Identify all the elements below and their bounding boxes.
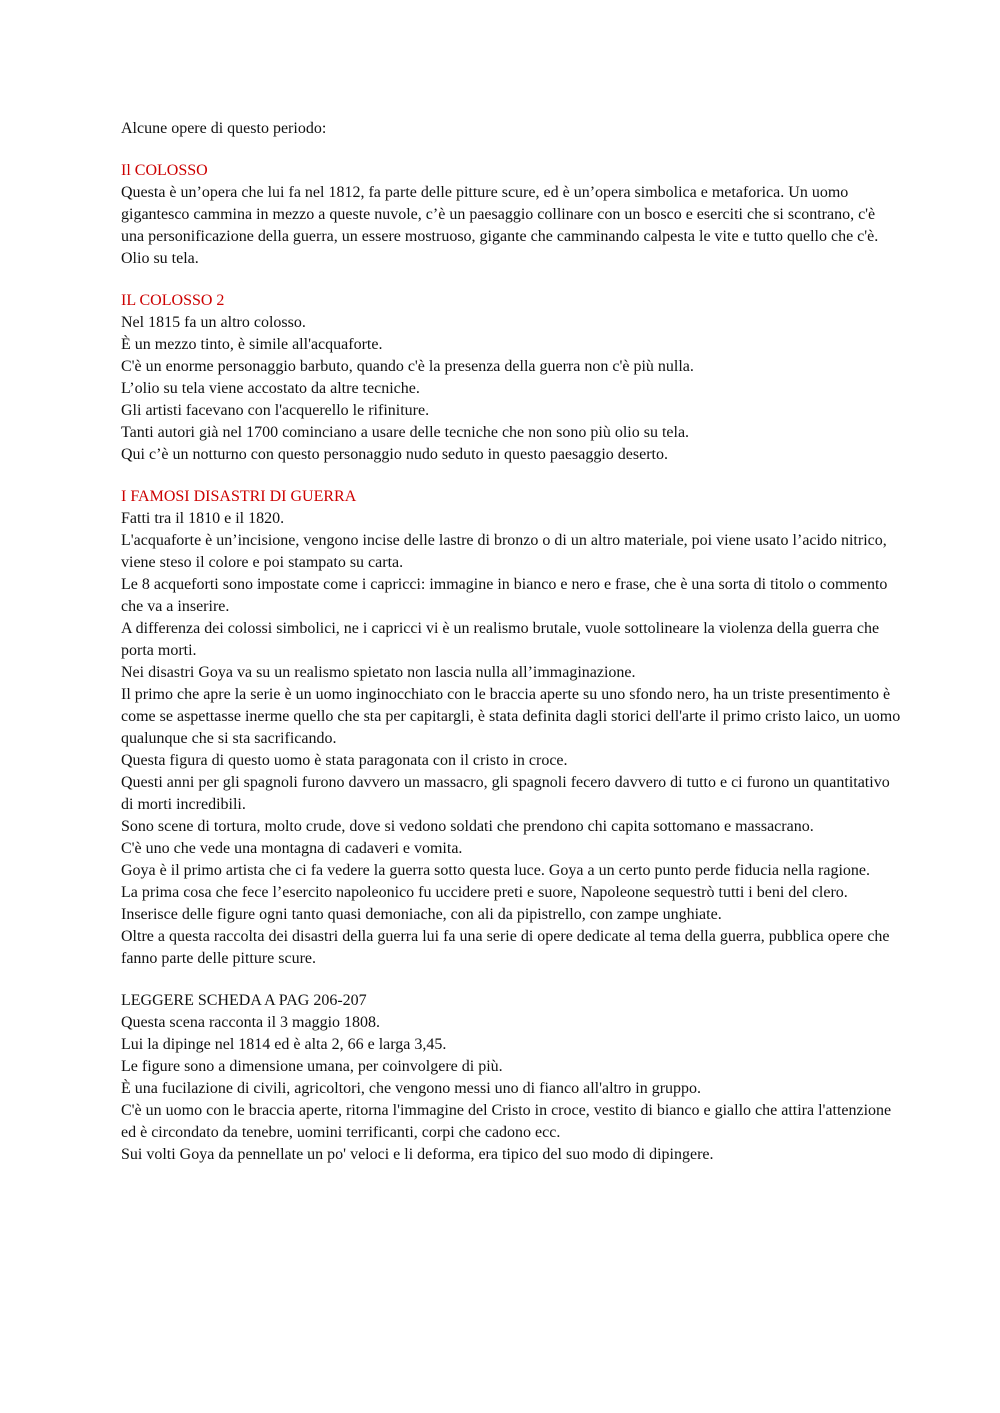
paragraph: Olio su tela. bbox=[121, 250, 199, 267]
paragraph: Questa figura di questo uomo è stata paragonata con il cristo in croce. bbox=[121, 752, 568, 769]
paragraph: Inserisce delle figure ogni tanto quasi demoniache, con ali da pipistrello, con zampe unghiate. bbox=[121, 906, 722, 923]
section-heading: LEGGERE SCHEDA A PAG 206-207 bbox=[121, 992, 367, 1009]
section-heading: Il COLOSSO bbox=[121, 162, 208, 179]
section-heading: IL COLOSSO 2 bbox=[121, 292, 225, 309]
paragraph: Le figure sono a dimensione umana, per coinvolgere di più. bbox=[121, 1058, 503, 1075]
paragraph: Questa è un’opera che lui fa nel 1812, fa parte delle pitture scure, ed è un’opera simbolica e metaforica. Un uomo gigantesco cammina in mezzo a queste nuvole, c’è un paesaggio collinare con un bosco e eserciti che si scontrano, c'è una personificazione della guerra, un essere mostruoso, gigante che camminando calpesta le vite e tutto quello che c'è. bbox=[121, 184, 879, 245]
paragraph: Oltre a questa raccolta dei disastri della guerra lui fa una serie di opere dedicate al tema della guerra, pubblica opere che fanno parte delle pitture scure. bbox=[121, 928, 890, 967]
paragraph: Sono scene di tortura, molto crude, dove si vedono soldati che prendono chi capita sottomano e massacrano. bbox=[121, 818, 814, 835]
paragraph: L'acquaforte è un’incisione, vengono incise delle lastre di bronzo o di un altro materiale, poi viene usato l’acido nitrico, viene steso il colore e poi stampato su carta. bbox=[121, 532, 887, 571]
paragraph: Nel 1815 fa un altro colosso. bbox=[121, 314, 306, 331]
paragraph: Fatti tra il 1810 e il 1820. bbox=[121, 510, 285, 527]
paragraph: C'è un uomo con le braccia aperte, ritorna l'immagine del Cristo in croce, vestito di bianco e giallo che attira l'attenzione ed è circondato da tenebre, uomini terrificanti, corpi che cadono ecc. bbox=[121, 1102, 892, 1141]
paragraph: Lui la dipinge nel 1814 ed è alta 2, 66 e larga 3,45. bbox=[121, 1036, 447, 1053]
paragraph: C'è un enorme personaggio barbuto, quando c'è la presenza della guerra non c'è più nulla. bbox=[121, 358, 694, 375]
section-colosso-2 bbox=[121, 290, 901, 466]
intro-line: Alcune opere di questo periodo: bbox=[121, 120, 327, 137]
paragraph: Nei disastri Goya va su un realismo spietato non lascia nulla all’immaginazione. bbox=[121, 664, 636, 681]
paragraph: Qui c’è un notturno con questo personaggio nudo seduto in questo paesaggio deserto. bbox=[121, 446, 668, 463]
section-colosso bbox=[121, 160, 901, 270]
paragraph: C'è uno che vede una montagna di cadaveri e vomita. bbox=[121, 840, 463, 857]
paragraph: Le 8 acqueforti sono impostate come i capricci: immagine in bianco e nero e frase, che è una sorta di titolo o commento che va a inserire. bbox=[121, 576, 888, 615]
paragraph: Sui volti Goya da pennellate un po' veloci e li deforma, era tipico del suo modo di dipingere. bbox=[121, 1146, 714, 1163]
section-heading: I FAMOSI DISASTRI DI GUERRA bbox=[121, 488, 357, 505]
paragraph: L’olio su tela viene accostato da altre tecniche. bbox=[121, 380, 420, 397]
document-page bbox=[121, 118, 901, 1186]
section-disastri-di-guerra bbox=[121, 486, 901, 970]
paragraph: È una fucilazione di civili, agricoltori, che vengono messi uno di fianco all'altro in gruppo. bbox=[121, 1080, 702, 1097]
paragraph: Questi anni per gli spagnoli furono davvero un massacro, gli spagnoli fecero davvero di tutto e ci furono un quantitativo di morti incredibili. bbox=[121, 774, 890, 813]
paragraph: La prima cosa che fece l’esercito napoleonico fu uccidere preti e suore, Napoleone sequestrò tutti i beni del clero. bbox=[121, 884, 848, 901]
paragraph: È un mezzo tinto, è simile all'acquaforte. bbox=[121, 336, 383, 353]
section-scheda bbox=[121, 990, 901, 1166]
paragraph: A differenza dei colossi simbolici, ne i capricci vi è un realismo brutale, vuole sottolineare la violenza della guerra che porta morti. bbox=[121, 620, 880, 659]
paragraph: Tanti autori già nel 1700 cominciano a usare delle tecniche che non sono più olio su tela. bbox=[121, 424, 690, 441]
paragraph: Goya è il primo artista che ci fa vedere la guerra sotto questa luce. Goya a un certo punto perde fiducia nella ragione. bbox=[121, 862, 871, 879]
paragraph: Il primo che apre la serie è un uomo inginocchiato con le braccia aperte su uno sfondo nero, ha un triste presentimento è come se aspettasse inerme quello che sta per capitargli, è stata definita dagli storici dell'arte il primo cristo laico, un uomo qualunque che si sta sacrificando. bbox=[121, 686, 901, 747]
paragraph: Gli artisti facevano con l'acquerello le rifiniture. bbox=[121, 402, 430, 419]
paragraph: Questa scena racconta il 3 maggio 1808. bbox=[121, 1014, 381, 1031]
